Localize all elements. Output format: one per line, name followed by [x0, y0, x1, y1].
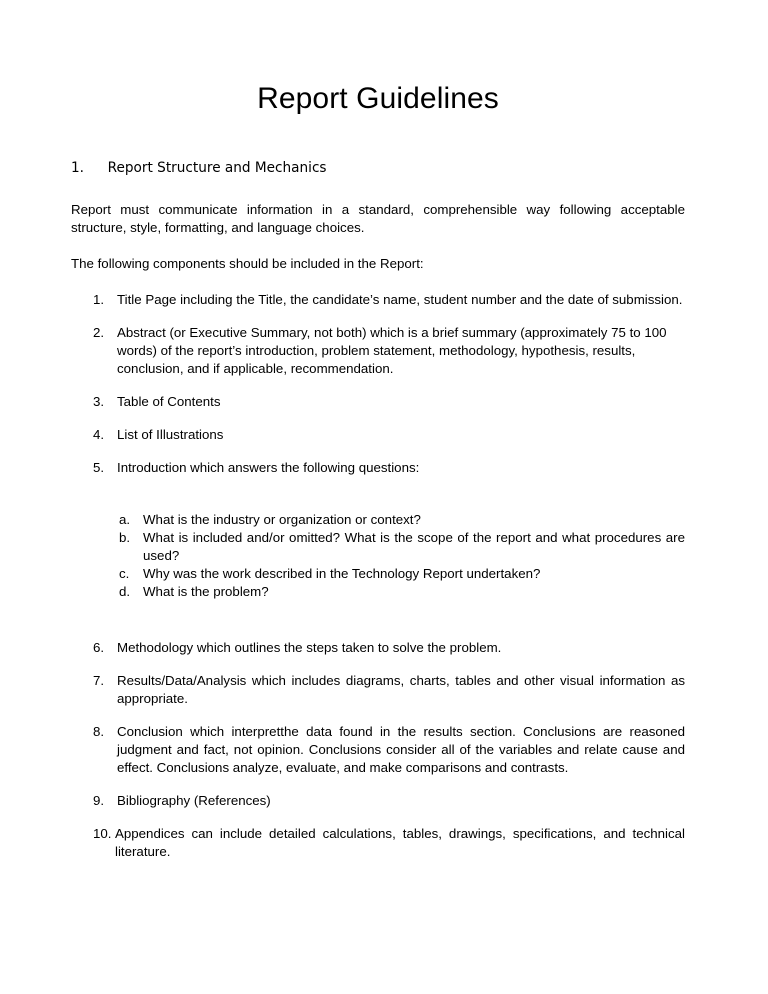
sub-list-item-marker: d. — [119, 584, 131, 599]
list-item — [71, 291, 685, 309]
list-item-text: Title Page including the Title, the candidate’s name, student number and the date of submission. — [117, 292, 683, 307]
sub-list-item-marker: b. — [119, 530, 131, 545]
list-item — [71, 672, 685, 708]
sub-list-item-text: What is included and/or omitted? What is the scope of the report and what procedures are used? — [143, 530, 685, 563]
sub-list-item — [119, 511, 685, 529]
list-item-marker: 6. — [93, 640, 105, 655]
list-item-text: Appendices can include detailed calculations, tables, drawings, specifications, and technical literature. — [115, 826, 685, 859]
list-item-text: Conclusion which interpretthe data found in the results section. Conclusions are reasoned judgment and fact, not opinion. Conclusions consider all of the variables and relate cause and effect. Conclusions analyze, evaluate, and make comparisons and contrasts. — [117, 724, 685, 775]
list-item-marker: 2. — [93, 325, 105, 340]
section-heading-text: Report Structure and Mechanics — [107, 160, 327, 176]
list-item — [71, 393, 685, 411]
list-item-marker: 10. — [93, 826, 112, 841]
components-list — [71, 273, 685, 861]
list-item — [71, 459, 685, 477]
lead-in-paragraph: The following components should be included in the Report: — [71, 256, 424, 271]
list-item-marker: 5. — [93, 460, 105, 475]
list-item-marker: 8. — [93, 724, 105, 739]
list-item-text: Methodology which outlines the steps taken to solve the problem. — [117, 640, 502, 655]
document-content — [71, 0, 685, 861]
sub-list-item — [119, 529, 685, 565]
section-heading-number: 1. — [71, 160, 85, 176]
list-item-text: Results/Data/Analysis which includes diagrams, charts, tables and other visual information as appropriate. — [117, 673, 685, 706]
sub-list-item-marker: a. — [119, 512, 131, 527]
intro-paragraph: Report must communicate information in a standard, comprehensible way following acceptable structure, style, formatting, and language choices. — [71, 202, 685, 235]
list-item-text: Abstract (or Executive Summary, not both) which is a brief summary (approximately 75 to 100 words) of the report’s introduction, problem statement, methodology, hypothesis, results, conclusion, and if applicable, recommendation. — [117, 325, 667, 376]
list-item — [71, 324, 685, 378]
list-item — [71, 825, 685, 861]
page-title: Report Guidelines — [257, 82, 499, 115]
list-item — [71, 426, 685, 444]
list-item-text: Table of Contents — [117, 394, 221, 409]
list-item-marker: 7. — [93, 673, 105, 688]
sub-list-item-text: What is the industry or organization or context? — [143, 512, 421, 527]
sub-list-item-text: What is the problem? — [143, 584, 269, 599]
sub-list-container — [71, 492, 685, 624]
list-item-text: Bibliography (References) — [117, 793, 271, 808]
sub-list-item-text: Why was the work described in the Technology Report undertaken? — [143, 566, 541, 581]
sub-list — [71, 492, 685, 601]
sub-list-item — [119, 583, 685, 601]
list-item-text: Introduction which answers the following questions: — [117, 460, 420, 475]
list-item-marker: 9. — [93, 793, 105, 808]
section-heading — [71, 116, 648, 178]
list-item-text: List of Illustrations — [117, 427, 224, 442]
list-item-marker: 4. — [93, 427, 105, 442]
list-item — [71, 792, 685, 810]
list-item — [71, 639, 685, 657]
sub-list-spacer — [71, 601, 685, 624]
list-item-marker: 3. — [93, 394, 105, 409]
list-item — [71, 723, 685, 777]
sub-list-item — [119, 565, 685, 583]
list-item-marker: 1. — [93, 292, 105, 307]
sub-list-item-marker: c. — [119, 566, 130, 581]
